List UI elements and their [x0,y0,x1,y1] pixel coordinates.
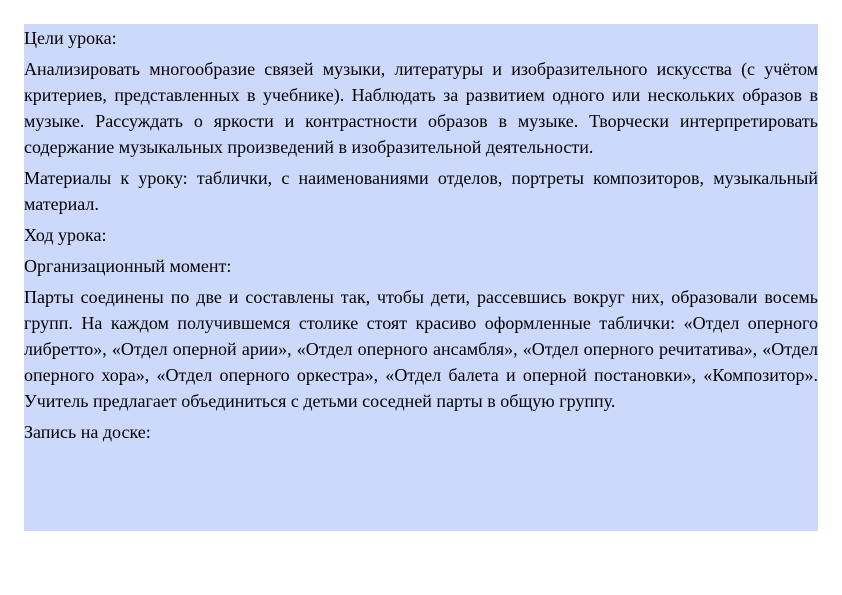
org-moment-text: Парты соединены по две и составлены так, чтобы дети, рассевшись вокруг них, образовали восемь групп. На каждом получившемся столике стоят красиво оформленные таблички: «Отдел оперного либретто», «Отдел оперной арии», «Отдел оперного ансамбля», «Отдел оперного речитатива», «Отдел оперного хора», «Отдел оперного оркестра», «Отдел балета и оперной постановки», «Композитор». Учитель предлагает объединиться с детьми соседней парты в общую группу. [24,287,818,411]
goals-text: Анализировать многообразие связей музыки, литературы и изобразительного искусства (с учётом критериев, представленных в учебнике). Наблюдать за развитием одного или нескольких образов в музыке. Рассуждать о яркости и контрастности образов в музыке. Творчески интерпретировать содержание музыкальных произведений в изобразительной деятельности. [24,59,818,157]
goals-heading: Цели урока: [24,28,117,48]
org-moment-heading: Организационный момент: [24,256,232,276]
board-note: Запись на доске: [24,422,151,442]
lesson-flow-heading: Ход урока: [24,225,107,245]
text-panel [24,24,818,531]
materials-text: Материалы к уроку: таблички, с наименованиями отделов, портреты композиторов, музыкальный материал. [24,168,818,214]
